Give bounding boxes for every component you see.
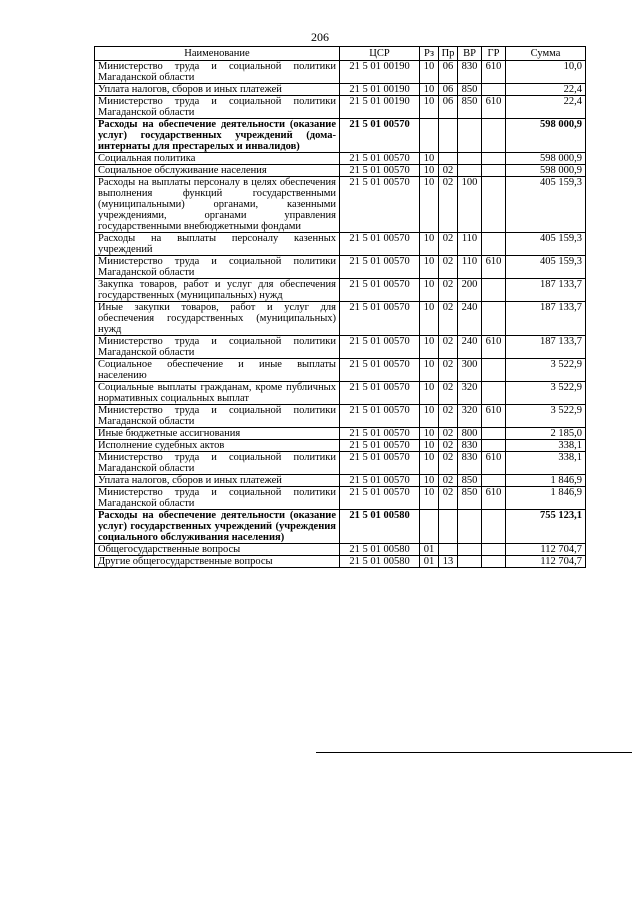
cell-name: Министерство труда и социальной политики Магаданской области <box>95 452 340 475</box>
cell-sum: 1 846,9 <box>506 475 586 487</box>
cell-vr: 110 <box>458 256 482 279</box>
cell-pr: 02 <box>439 382 458 405</box>
cell-csr: 21 5 01 00190 <box>340 96 420 119</box>
cell-pr: 02 <box>439 336 458 359</box>
cell-name: Министерство труда и социальной политики Магаданской области <box>95 336 340 359</box>
cell-csr: 21 5 01 00580 <box>340 544 420 556</box>
cell-pr: 02 <box>439 256 458 279</box>
cell-rz: 10 <box>420 165 439 177</box>
cell-gr <box>482 359 506 382</box>
table-header-row <box>95 47 586 61</box>
cell-rz: 10 <box>420 382 439 405</box>
cell-name: Исполнение судебных актов <box>95 440 340 452</box>
cell-sum: 338,1 <box>506 452 586 475</box>
cell-gr <box>482 177 506 233</box>
cell-csr: 21 5 01 00570 <box>340 302 420 336</box>
cell-name: Уплата налогов, сборов и иных платежей <box>95 475 340 487</box>
cell-csr: 21 5 01 00570 <box>340 440 420 452</box>
cell-csr: 21 5 01 00580 <box>340 556 420 568</box>
cell-pr <box>439 153 458 165</box>
cell-sum: 3 522,9 <box>506 405 586 428</box>
cell-pr: 02 <box>439 177 458 233</box>
header-rz: Рз <box>420 47 439 61</box>
cell-pr: 02 <box>439 440 458 452</box>
table-row <box>95 96 586 119</box>
cell-rz: 10 <box>420 256 439 279</box>
table-body <box>95 61 586 568</box>
cell-rz: 01 <box>420 556 439 568</box>
table-row <box>95 165 586 177</box>
table-row <box>95 475 586 487</box>
cell-sum: 22,4 <box>506 96 586 119</box>
header-csr: ЦСР <box>340 47 420 61</box>
cell-vr: 320 <box>458 405 482 428</box>
cell-gr: 610 <box>482 336 506 359</box>
cell-csr: 21 5 01 00570 <box>340 233 420 256</box>
header-gr: ГР <box>482 47 506 61</box>
cell-rz: 10 <box>420 233 439 256</box>
table-row <box>95 440 586 452</box>
cell-gr <box>482 302 506 336</box>
cell-name: Социальное обслуживание населения <box>95 165 340 177</box>
header-name: Наименование <box>95 47 340 61</box>
cell-csr: 21 5 01 00570 <box>340 165 420 177</box>
table-row <box>95 279 586 302</box>
cell-name: Социальное обеспечение и иные выплаты населению <box>95 359 340 382</box>
cell-rz: 10 <box>420 336 439 359</box>
cell-csr: 21 5 01 00570 <box>340 487 420 510</box>
cell-sum: 405 159,3 <box>506 256 586 279</box>
cell-gr: 610 <box>482 452 506 475</box>
table-row <box>95 153 586 165</box>
cell-name: Иные бюджетные ассигнования <box>95 428 340 440</box>
cell-csr: 21 5 01 00570 <box>340 382 420 405</box>
header-pr: Пр <box>439 47 458 61</box>
table-row <box>95 452 586 475</box>
cell-rz: 10 <box>420 405 439 428</box>
cell-sum: 598 000,9 <box>506 153 586 165</box>
cell-vr <box>458 510 482 544</box>
table-row <box>95 510 586 544</box>
cell-sum: 1 846,9 <box>506 487 586 510</box>
cell-name: Социальные выплаты гражданам, кроме публичных нормативных социальных выплат <box>95 382 340 405</box>
cell-pr: 06 <box>439 84 458 96</box>
cell-csr: 21 5 01 00570 <box>340 177 420 233</box>
cell-rz: 10 <box>420 177 439 233</box>
table-row <box>95 233 586 256</box>
cell-pr <box>439 510 458 544</box>
cell-csr: 21 5 01 00190 <box>340 61 420 84</box>
cell-rz: 10 <box>420 428 439 440</box>
cell-rz: 10 <box>420 96 439 119</box>
cell-gr <box>482 119 506 153</box>
cell-rz: 01 <box>420 544 439 556</box>
cell-name: Расходы на выплаты персоналу казенных учреждений <box>95 233 340 256</box>
cell-csr: 21 5 01 00570 <box>340 336 420 359</box>
cell-sum: 22,4 <box>506 84 586 96</box>
cell-sum: 2 185,0 <box>506 428 586 440</box>
cell-sum: 3 522,9 <box>506 382 586 405</box>
table-row <box>95 382 586 405</box>
cell-gr: 610 <box>482 256 506 279</box>
cell-rz: 10 <box>420 359 439 382</box>
cell-gr: 610 <box>482 487 506 510</box>
cell-vr <box>458 165 482 177</box>
cell-pr: 02 <box>439 233 458 256</box>
cell-vr: 830 <box>458 452 482 475</box>
cell-rz: 10 <box>420 84 439 96</box>
cell-csr: 21 5 01 00570 <box>340 428 420 440</box>
cell-pr <box>439 119 458 153</box>
cell-pr: 13 <box>439 556 458 568</box>
cell-csr: 21 5 01 00570 <box>340 119 420 153</box>
cell-vr: 110 <box>458 233 482 256</box>
table-row <box>95 61 586 84</box>
table-row <box>95 336 586 359</box>
table-row <box>95 302 586 336</box>
cell-name: Министерство труда и социальной политики Магаданской области <box>95 96 340 119</box>
cell-name: Уплата налогов, сборов и иных платежей <box>95 84 340 96</box>
cell-vr: 320 <box>458 382 482 405</box>
table-row <box>95 428 586 440</box>
header-vr: ВР <box>458 47 482 61</box>
cell-rz: 10 <box>420 153 439 165</box>
table-row <box>95 487 586 510</box>
cell-csr: 21 5 01 00570 <box>340 279 420 302</box>
cell-gr: 610 <box>482 405 506 428</box>
cell-gr <box>482 233 506 256</box>
cell-pr: 02 <box>439 487 458 510</box>
cell-name: Общегосударственные вопросы <box>95 544 340 556</box>
cell-gr <box>482 510 506 544</box>
cell-vr: 240 <box>458 302 482 336</box>
cell-pr: 02 <box>439 302 458 336</box>
cell-vr: 850 <box>458 475 482 487</box>
cell-vr: 850 <box>458 84 482 96</box>
cell-pr: 02 <box>439 452 458 475</box>
cell-vr: 800 <box>458 428 482 440</box>
cell-csr: 21 5 01 00570 <box>340 475 420 487</box>
cell-name: Социальная политика <box>95 153 340 165</box>
cell-rz: 10 <box>420 279 439 302</box>
cell-vr: 200 <box>458 279 482 302</box>
cell-vr: 850 <box>458 96 482 119</box>
cell-name: Расходы на обеспечение деятельности (оказание услуг) государственных учреждений (учреждения социального обслуживания населения) <box>95 510 340 544</box>
cell-name: Министерство труда и социальной политики Магаданской области <box>95 61 340 84</box>
cell-name: Министерство труда и социальной политики Магаданской области <box>95 256 340 279</box>
budget-table <box>94 46 586 568</box>
cell-csr: 21 5 01 00570 <box>340 359 420 382</box>
cell-gr <box>482 475 506 487</box>
cell-sum: 187 133,7 <box>506 279 586 302</box>
cell-vr <box>458 153 482 165</box>
cell-vr <box>458 556 482 568</box>
cell-name: Иные закупки товаров, работ и услуг для обеспечения государственных (муниципальных) нужд <box>95 302 340 336</box>
cell-gr <box>482 84 506 96</box>
cell-sum: 187 133,7 <box>506 336 586 359</box>
cell-rz: 10 <box>420 487 439 510</box>
cell-pr: 06 <box>439 96 458 119</box>
cell-sum: 598 000,9 <box>506 165 586 177</box>
cell-name: Расходы на выплаты персоналу в целях обеспечения выполнения функций государственными (муниципальными) органами, казенными учреждениями, органами управления государственными внебюджетными фондами <box>95 177 340 233</box>
cell-pr <box>439 544 458 556</box>
cell-gr <box>482 556 506 568</box>
cell-pr: 02 <box>439 279 458 302</box>
cell-gr <box>482 165 506 177</box>
cell-pr: 02 <box>439 475 458 487</box>
cell-rz: 10 <box>420 440 439 452</box>
cell-pr: 02 <box>439 359 458 382</box>
cell-sum: 405 159,3 <box>506 233 586 256</box>
cell-rz: 10 <box>420 302 439 336</box>
cell-sum: 112 704,7 <box>506 556 586 568</box>
cell-sum: 112 704,7 <box>506 544 586 556</box>
table-row <box>95 359 586 382</box>
cell-csr: 21 5 01 00570 <box>340 405 420 428</box>
cell-sum: 3 522,9 <box>506 359 586 382</box>
cell-pr: 02 <box>439 405 458 428</box>
cell-sum: 10,0 <box>506 61 586 84</box>
cell-vr: 300 <box>458 359 482 382</box>
cell-gr <box>482 428 506 440</box>
cell-pr: 02 <box>439 428 458 440</box>
table-row <box>95 405 586 428</box>
table-row <box>95 119 586 153</box>
cell-vr: 830 <box>458 61 482 84</box>
cell-vr <box>458 544 482 556</box>
table-row <box>95 177 586 233</box>
cell-pr: 06 <box>439 61 458 84</box>
divider-line <box>316 752 632 753</box>
cell-vr: 830 <box>458 440 482 452</box>
cell-vr: 240 <box>458 336 482 359</box>
cell-gr <box>482 440 506 452</box>
cell-name: Министерство труда и социальной политики Магаданской области <box>95 405 340 428</box>
cell-name: Министерство труда и социальной политики Магаданской области <box>95 487 340 510</box>
cell-csr: 21 5 01 00570 <box>340 153 420 165</box>
cell-rz: 10 <box>420 61 439 84</box>
cell-gr: 610 <box>482 61 506 84</box>
cell-gr: 610 <box>482 96 506 119</box>
cell-name: Расходы на обеспечение деятельности (оказание услуг) государственных учреждений (дома-интернаты для престарелых и инвалидов) <box>95 119 340 153</box>
cell-gr <box>482 153 506 165</box>
table-row <box>95 84 586 96</box>
cell-csr: 21 5 01 00570 <box>340 256 420 279</box>
page-number: 206 <box>311 30 329 44</box>
cell-sum: 598 000,9 <box>506 119 586 153</box>
cell-gr <box>482 382 506 405</box>
cell-name: Закупка товаров, работ и услуг для обеспечения государственных (муниципальных) нужд <box>95 279 340 302</box>
cell-name: Другие общегосударственные вопросы <box>95 556 340 568</box>
cell-gr <box>482 544 506 556</box>
cell-sum: 405 159,3 <box>506 177 586 233</box>
cell-sum: 338,1 <box>506 440 586 452</box>
cell-vr: 850 <box>458 487 482 510</box>
table-row <box>95 556 586 568</box>
cell-gr <box>482 279 506 302</box>
cell-vr: 100 <box>458 177 482 233</box>
cell-csr: 21 5 01 00580 <box>340 510 420 544</box>
cell-vr <box>458 119 482 153</box>
cell-csr: 21 5 01 00570 <box>340 452 420 475</box>
cell-rz <box>420 510 439 544</box>
cell-pr: 02 <box>439 165 458 177</box>
cell-sum: 187 133,7 <box>506 302 586 336</box>
cell-csr: 21 5 01 00190 <box>340 84 420 96</box>
cell-rz: 10 <box>420 452 439 475</box>
cell-sum: 755 123,1 <box>506 510 586 544</box>
cell-rz: 10 <box>420 475 439 487</box>
table-row <box>95 256 586 279</box>
header-sum: Сумма <box>506 47 586 61</box>
table-row <box>95 544 586 556</box>
cell-rz <box>420 119 439 153</box>
